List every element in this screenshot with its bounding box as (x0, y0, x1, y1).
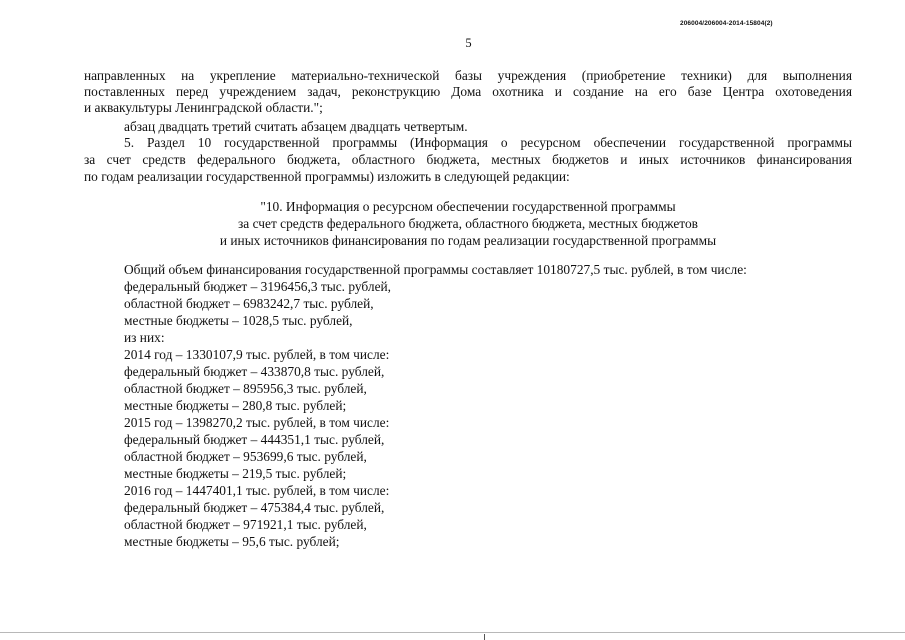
scan-mark (484, 634, 485, 640)
financing-line: местные бюджеты – 1028,5 тыс. рублей, (124, 313, 353, 328)
year-total: 2016 год – 1447401,1 тыс. рублей, в том числе: (124, 483, 390, 498)
financing-line: федеральный бюджет – 433870,8 тыс. рублей, (124, 364, 385, 379)
paragraph-line: абзац двадцать третий считать абзацем двадцать четвертым. (124, 119, 468, 134)
financing-total: Общий объем финансирования государственной программы составляет 10180727,5 тыс. рублей, в том числе: (124, 262, 747, 277)
paragraph-line: направленных на укрепление материально-технической базы учреждения (приобретение техники) для выполнения (84, 68, 852, 83)
page-number: 5 (465, 36, 472, 50)
paragraph-line: по годам реализации государственной программы) изложить в следующей редакции: (84, 169, 570, 184)
section-heading-line: и иных источников финансирования по годам реализации государственной программы (219, 233, 717, 248)
section-heading-line: "10. Информация о ресурсном обеспечении государственной программы (260, 199, 676, 214)
document-id: 206004/206004-2014-15804(2) (680, 20, 773, 27)
paragraph-line: и аквакультуры Ленинградской области."; (84, 100, 323, 115)
financing-line: областной бюджет – 953699,6 тыс. рублей, (124, 449, 367, 464)
financing-line: областной бюджет – 6983242,7 тыс. рублей, (124, 296, 374, 311)
financing-line: федеральный бюджет – 3196456,3 тыс. рублей, (124, 279, 392, 294)
financing-line: местные бюджеты – 280,8 тыс. рублей; (124, 398, 347, 413)
paragraph-line: 5. Раздел 10 государственной программы (Информация о ресурсном обеспечении государственной программы (124, 135, 852, 150)
financing-line: федеральный бюджет – 444351,1 тыс. рублей, (124, 432, 385, 447)
scan-edge (0, 632, 905, 633)
year-total: 2014 год – 1330107,9 тыс. рублей, в том числе: (124, 347, 390, 362)
financing-line: местные бюджеты – 219,5 тыс. рублей; (124, 466, 347, 481)
financing-line: местные бюджеты – 95,6 тыс. рублей; (124, 534, 340, 549)
paragraph-line: поставленных перед учреждением задач, реконструкцию Дома охотника и создание на его базе Центра охотоведения (84, 84, 852, 99)
financing-line: областной бюджет – 971921,1 тыс. рублей, (124, 517, 367, 532)
section-heading-line: за счет средств федерального бюджета, областного бюджета, местных бюджетов (238, 216, 698, 231)
year-total: 2015 год – 1398270,2 тыс. рублей, в том числе: (124, 415, 390, 430)
financing-line: из них: (124, 330, 165, 345)
financing-line: областной бюджет – 895956,3 тыс. рублей, (124, 381, 367, 396)
paragraph-line: за счет средств федерального бюджета, областного бюджета, местных бюджетов и иных источников финансирования (84, 152, 852, 167)
financing-line: федеральный бюджет – 475384,4 тыс. рублей, (124, 500, 385, 515)
